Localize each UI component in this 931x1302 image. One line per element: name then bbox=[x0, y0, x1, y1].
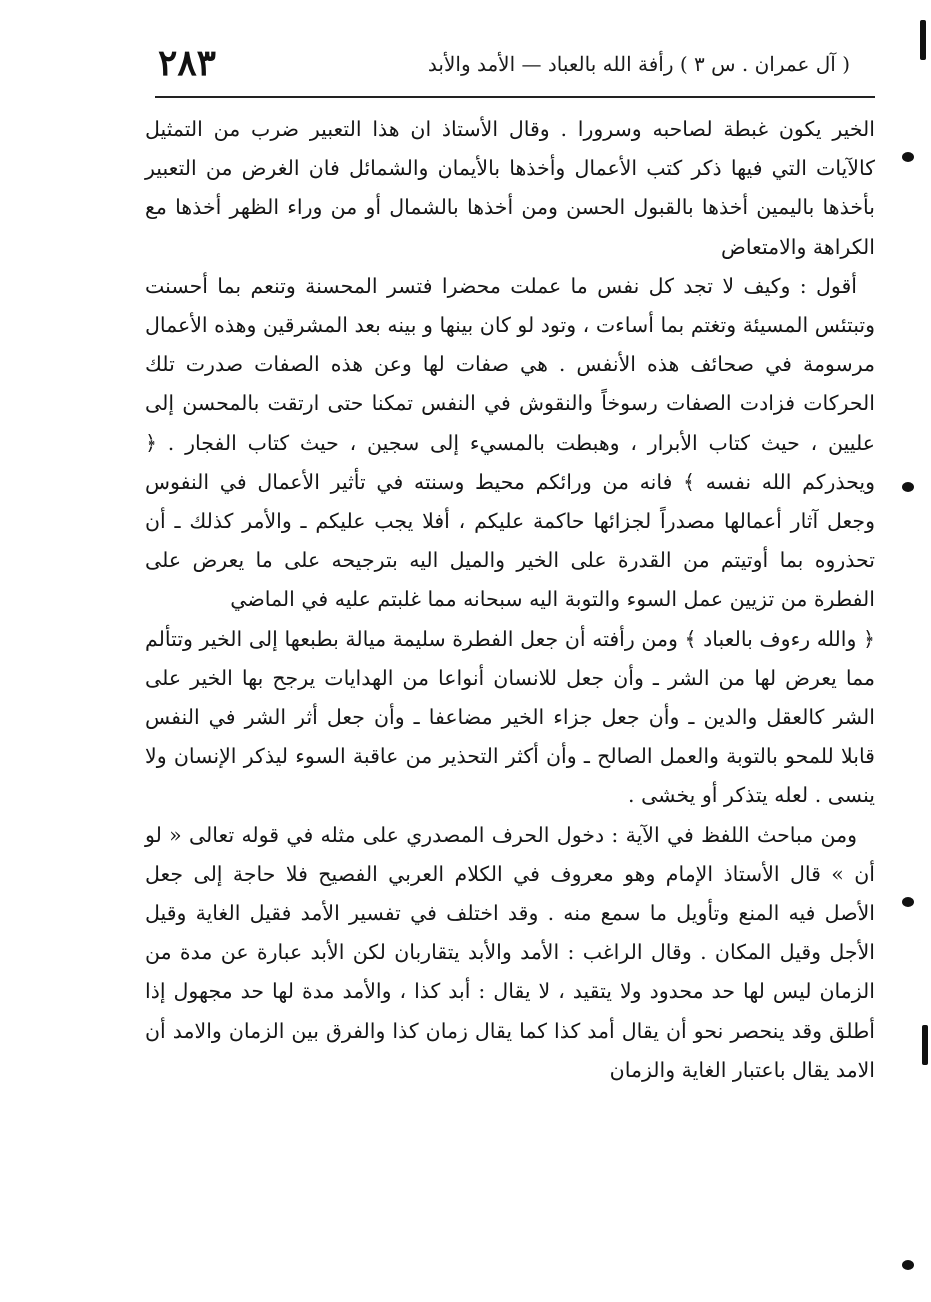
paragraph-3: ﴿ والله رءوف بالعباد ﴾ ومن رأفته أن جعل الفطرة سليمة ميالة بطبعها إلى الخير وتتألم مما يعرض لها من الشر ـ وأن جعل للانسان أنواعا من الهدايات يرجح بها الخير على الشر كالعقل والدين ـ وأن جعل جزاء الخير مضاعفا ـ وأن جعل أثر الشر في النفس قابلا للمحو بالتوبة والعمل الصالح ـ وأن أكثر التحذير من عاقبة السوء ليذكر الإنسان ولا ينسى . لعله يتذكر أو يخشى . bbox=[145, 626, 875, 808]
paragraph-4: ومن مباحث اللفظ في الآية : دخول الحرف المصدري على مثله في قوله تعالى « لو أن » قال الأستاذ الإمام وهو معروف في الكلام العربي الفصيح فلا حاجة إلى جعل الأصل فيه المنع وتأويل ما سمع منه . وقد اختلف في تفسير الأمد فقيل الغاية وقيل الأجل وقيل المكان . وقال الراغب : الأمد والأبد يتقاربان لكن الأبد عبارة عن مدة من الزمان ليس لها حد محدود ولا يتقيد ، لا يقال : أبد كذا ، والأمد مدة لها حد مجهول إذا أطلق وقد ينحصر نحو أن يقال أمد كذا كما يقال زمان كذا والفرق بين الزمان والامد أن الامد يقال باعتبار الغاية والزمان bbox=[145, 822, 875, 1082]
margin-mark bbox=[920, 20, 926, 60]
margin-mark bbox=[902, 482, 914, 492]
page-number: ٢٨٣ bbox=[158, 42, 217, 84]
header-title: ( آل عمران . س ٣ ) رأفة الله بالعباد — الأمد والأبد bbox=[427, 52, 850, 76]
paragraph-1: الخير يكون غبطة لصاحبه وسرورا . وقال الأستاذ ان هذا التعبير ضرب من التمثيل كالآيات التي فيها ذكر كتب الأعمال وأخذها بالأيمان والشمائل فان الغرض من التعبير بأخذها باليمين أخذها بالقبول الحسن ومن أخذها بالشمال أو من وراء الظهر أخذها مع الكراهة والامتعاض bbox=[145, 117, 875, 259]
margin-mark bbox=[902, 897, 914, 907]
margin-mark bbox=[902, 152, 914, 162]
paragraph-2: أقول : وكيف لا تجد كل نفس ما عملت محضرا فتسر المحسنة وتنعم بما أحسنت وتبتئس المسيئة وتغتم بما أساءت ، وتود لو كان بينها و بينه بعد المشرقين وهذه الأعمال مرسومة في صحائف هذه الأنفس . هي صفات لها وعن هذه الصفات صدرت تلك الحركات فزادت الصفات رسوخاً والنقوش في النفس تمكنا حتى ارتقت بالمحسن إلى عليين ، حيث كتاب الأبرار ، وهبطت بالمسيء إلى سجين ، حيث كتاب الفجار . ﴿ ويحذركم الله نفسه ﴾ فانه من ورائكم محيط وسنته في تأثير الأعمال في النفوس وجعل آثار أعمالها مصدراً لجزائها حاكمة عليكم ، أفلا يجب عليكم ـ والأمر كذلك ـ أن تحذروه بما أوتيتم من القدرة على الخير والميل اليه بترجيحه على ما يعرض على الفطرة من تزيين عمل السوء والتوبة اليه سبحانه مما غلبتم عليه في الماضي bbox=[145, 273, 875, 612]
header-rule bbox=[155, 96, 875, 98]
running-header bbox=[150, 40, 850, 100]
margin-mark bbox=[902, 1260, 914, 1270]
margin-mark bbox=[922, 1025, 928, 1065]
body-text bbox=[145, 110, 875, 1090]
